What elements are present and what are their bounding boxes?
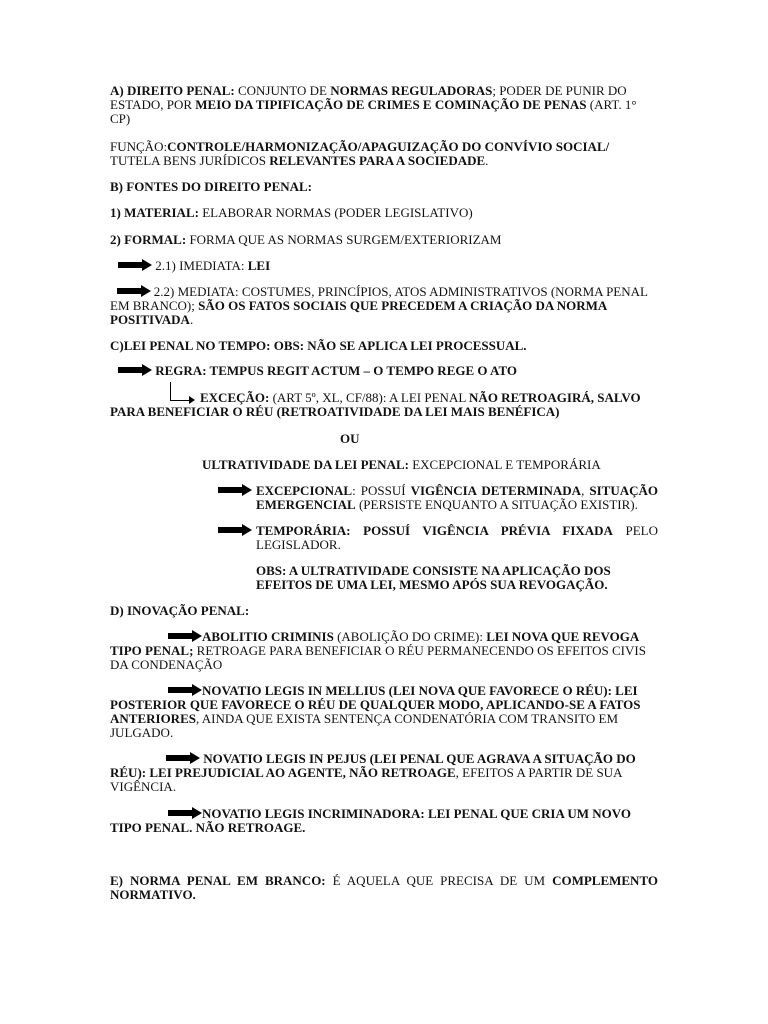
section-c-regra [118,364,658,378]
section-b-formal [110,233,658,247]
text: ULTRATIVIDADE DA LEI PENAL: [202,457,409,472]
section-c-ou [340,432,420,446]
text: EXCEPCIONAL E TEMPORÁRIA [408,457,601,472]
text: A) DIREITO PENAL: [110,83,235,98]
section-a-definition [110,84,658,126]
text: FORMA QUE AS NORMAS SURGEM/EXTERIORIZAM [186,232,502,247]
text: TUTELA BENS JURÍDICOS [110,153,270,168]
arrow-right-icon [218,484,252,496]
text: (ABOLIÇÃO DO CRIME): [333,629,487,644]
text: LEI NOVA QUE REVOGA TIPO PENAL; [110,629,639,658]
arrow-right-icon [118,364,152,376]
text: FUNÇÃO: [110,139,168,154]
text: , AINDA QUE EXISTA SENTENÇA CONDENATÓRIA COM TRANSITO EM JULGADO. [110,711,619,740]
text: RETROAGE PARA BENEFICIAR O RÉU PERMANECENDO OS EFEITOS CIVIS DA CONDENAÇÃO [110,643,646,672]
text: 2.1) IMEDIATA: [152,258,248,273]
text: LEI [247,258,271,273]
section-c-heading [110,339,658,353]
text: EXCEPCIONAL [256,483,353,498]
text: ELABORAR NORMAS (PODER LEGISLATIVO) [198,205,473,220]
section-b-heading [110,180,658,194]
section-d-abolitio [110,630,658,672]
section-c-obs [256,564,658,592]
text: , EFEITOS A PARTIR DE SUA VIGÊNCIA. [110,765,622,794]
section-d-pejus [110,752,658,794]
text: NOVATIO LEGIS IN MELLIUS (LEI NOVA QUE FAVORECE O RÉU): LEI POSTERIOR QUE FAVORECE O RÉU DE QUALQUER MODO, APLICANDO-SE A FATOS ANTERIORES [110,683,641,726]
text: OBS: A ULTRATIVIDADE CONSISTE NA APLICAÇÃO DOS EFEITOS DE UMA LEI, MESMO APÓS SUA REVOGAÇÃO. [256,563,611,592]
text: PELO LEGISLADOR. [256,523,659,552]
text: É AQUELA QUE PRECISA DE UM [325,873,553,888]
section-a-funcao [110,140,658,168]
text: E) NORMA PENAL EM BRANCO: [110,873,326,888]
text: B) FONTES DO DIREITO PENAL: [110,179,313,194]
section-b-material [110,206,658,220]
text: RELEVANTES PARA A SOCIEDADE [269,153,486,168]
section-c-excecao [110,391,658,419]
text: OU [340,431,360,446]
text: NOVATIO LEGIS INCRIMINADORA: LEI PENAL QUE CRIA UM NOVO TIPO PENAL. NÃO RETROAGE. [110,806,632,835]
section-d-heading [110,604,658,618]
section-e-norma-penal-em-branco [110,874,658,902]
text: NOVATIO LEGIS IN PEJUS (LEI PENAL QUE AGRAVA A SITUAÇÃO DO RÉU): LEI PREJUDICIAL AO AGENTE, NÃO RETROAGE [110,751,636,780]
text: (ART. 1° CP) [110,97,637,126]
text: 2) FORMAL: [110,232,187,247]
text: . [485,153,489,168]
text: VIGÊNCIA DETERMINADA [410,483,582,498]
text: : POSSUÍ [352,483,411,498]
section-c-excepcional [256,484,658,512]
text: C)LEI PENAL NO TEMPO: OBS: NÃO SE APLICA LEI PROCESSUAL. [110,338,527,353]
text: REGRA: TEMPUS REGIT ACTUM – O TEMPO REGE O ATO [152,363,518,378]
arrow-right-icon [168,807,202,819]
section-d-mellius [110,684,658,740]
text: CONTROLE/HARMONIZAÇÃO/APAGUIZAÇÃO DO CONVÍVIO SOCIAL/ [167,139,610,154]
text: TEMPORÁRIA: POSSUÍ VIGÊNCIA PRÉVIA FIXADA [256,523,613,538]
section-d-incriminadora [110,807,658,835]
text: CONJUNTO DE [234,83,331,98]
arrow-right-icon [166,752,200,764]
text: NÃO RETROAGIRÁ, SALVO PARA BENEFICIAR O RÉU (RETROATIVIDADE DA LEI MAIS BENÉFICA) [110,390,641,419]
section-c-ultratividade [202,458,658,472]
text: D) INOVAÇÃO PENAL: [110,603,250,618]
section-c-temporaria [256,524,658,552]
text: , [581,483,590,498]
text: ; PODER DE PUNIR DO ESTADO, POR [110,83,627,112]
arrow-right-icon [117,285,151,297]
arrow-right-icon [218,524,252,536]
text: SÃO OS FATOS SOCIAIS QUE PRECEDEM A CRIAÇÃO DA NORMA POSITIVADA [110,298,607,327]
text: 2.2) MEDIATA: COSTUMES, PRINCÍPIOS, ATOS ADMINISTRATIVOS (NORMA PENAL EM BRANCO); [110,284,648,313]
text: (PERSISTE ENQUANTO A SITUAÇÃO EXISTIR). [355,497,638,512]
text: (ART 5º, XL, CF/88): A LEI PENAL [269,390,470,405]
text: COMPLEMENTO NORMATIVO. [110,873,658,902]
text: . [189,312,194,327]
text: EXCEÇÃO: [200,390,270,405]
section-b-mediata [110,285,658,327]
section-b-imediata [118,259,658,273]
text: NORMAS REGULADORAS [330,83,493,98]
arrow-right-icon [168,684,202,696]
arrow-right-icon [168,630,202,642]
text: ABOLITIO CRIMINIS [202,629,334,644]
text: 1) MATERIAL: [110,205,199,220]
arrow-right-icon [118,259,152,271]
text: MEIO DA TIPIFICAÇÃO DE CRIMES E COMINAÇÃO DE PENAS [195,97,587,112]
text: SITUAÇÃO EMERGENCIAL [256,483,658,512]
